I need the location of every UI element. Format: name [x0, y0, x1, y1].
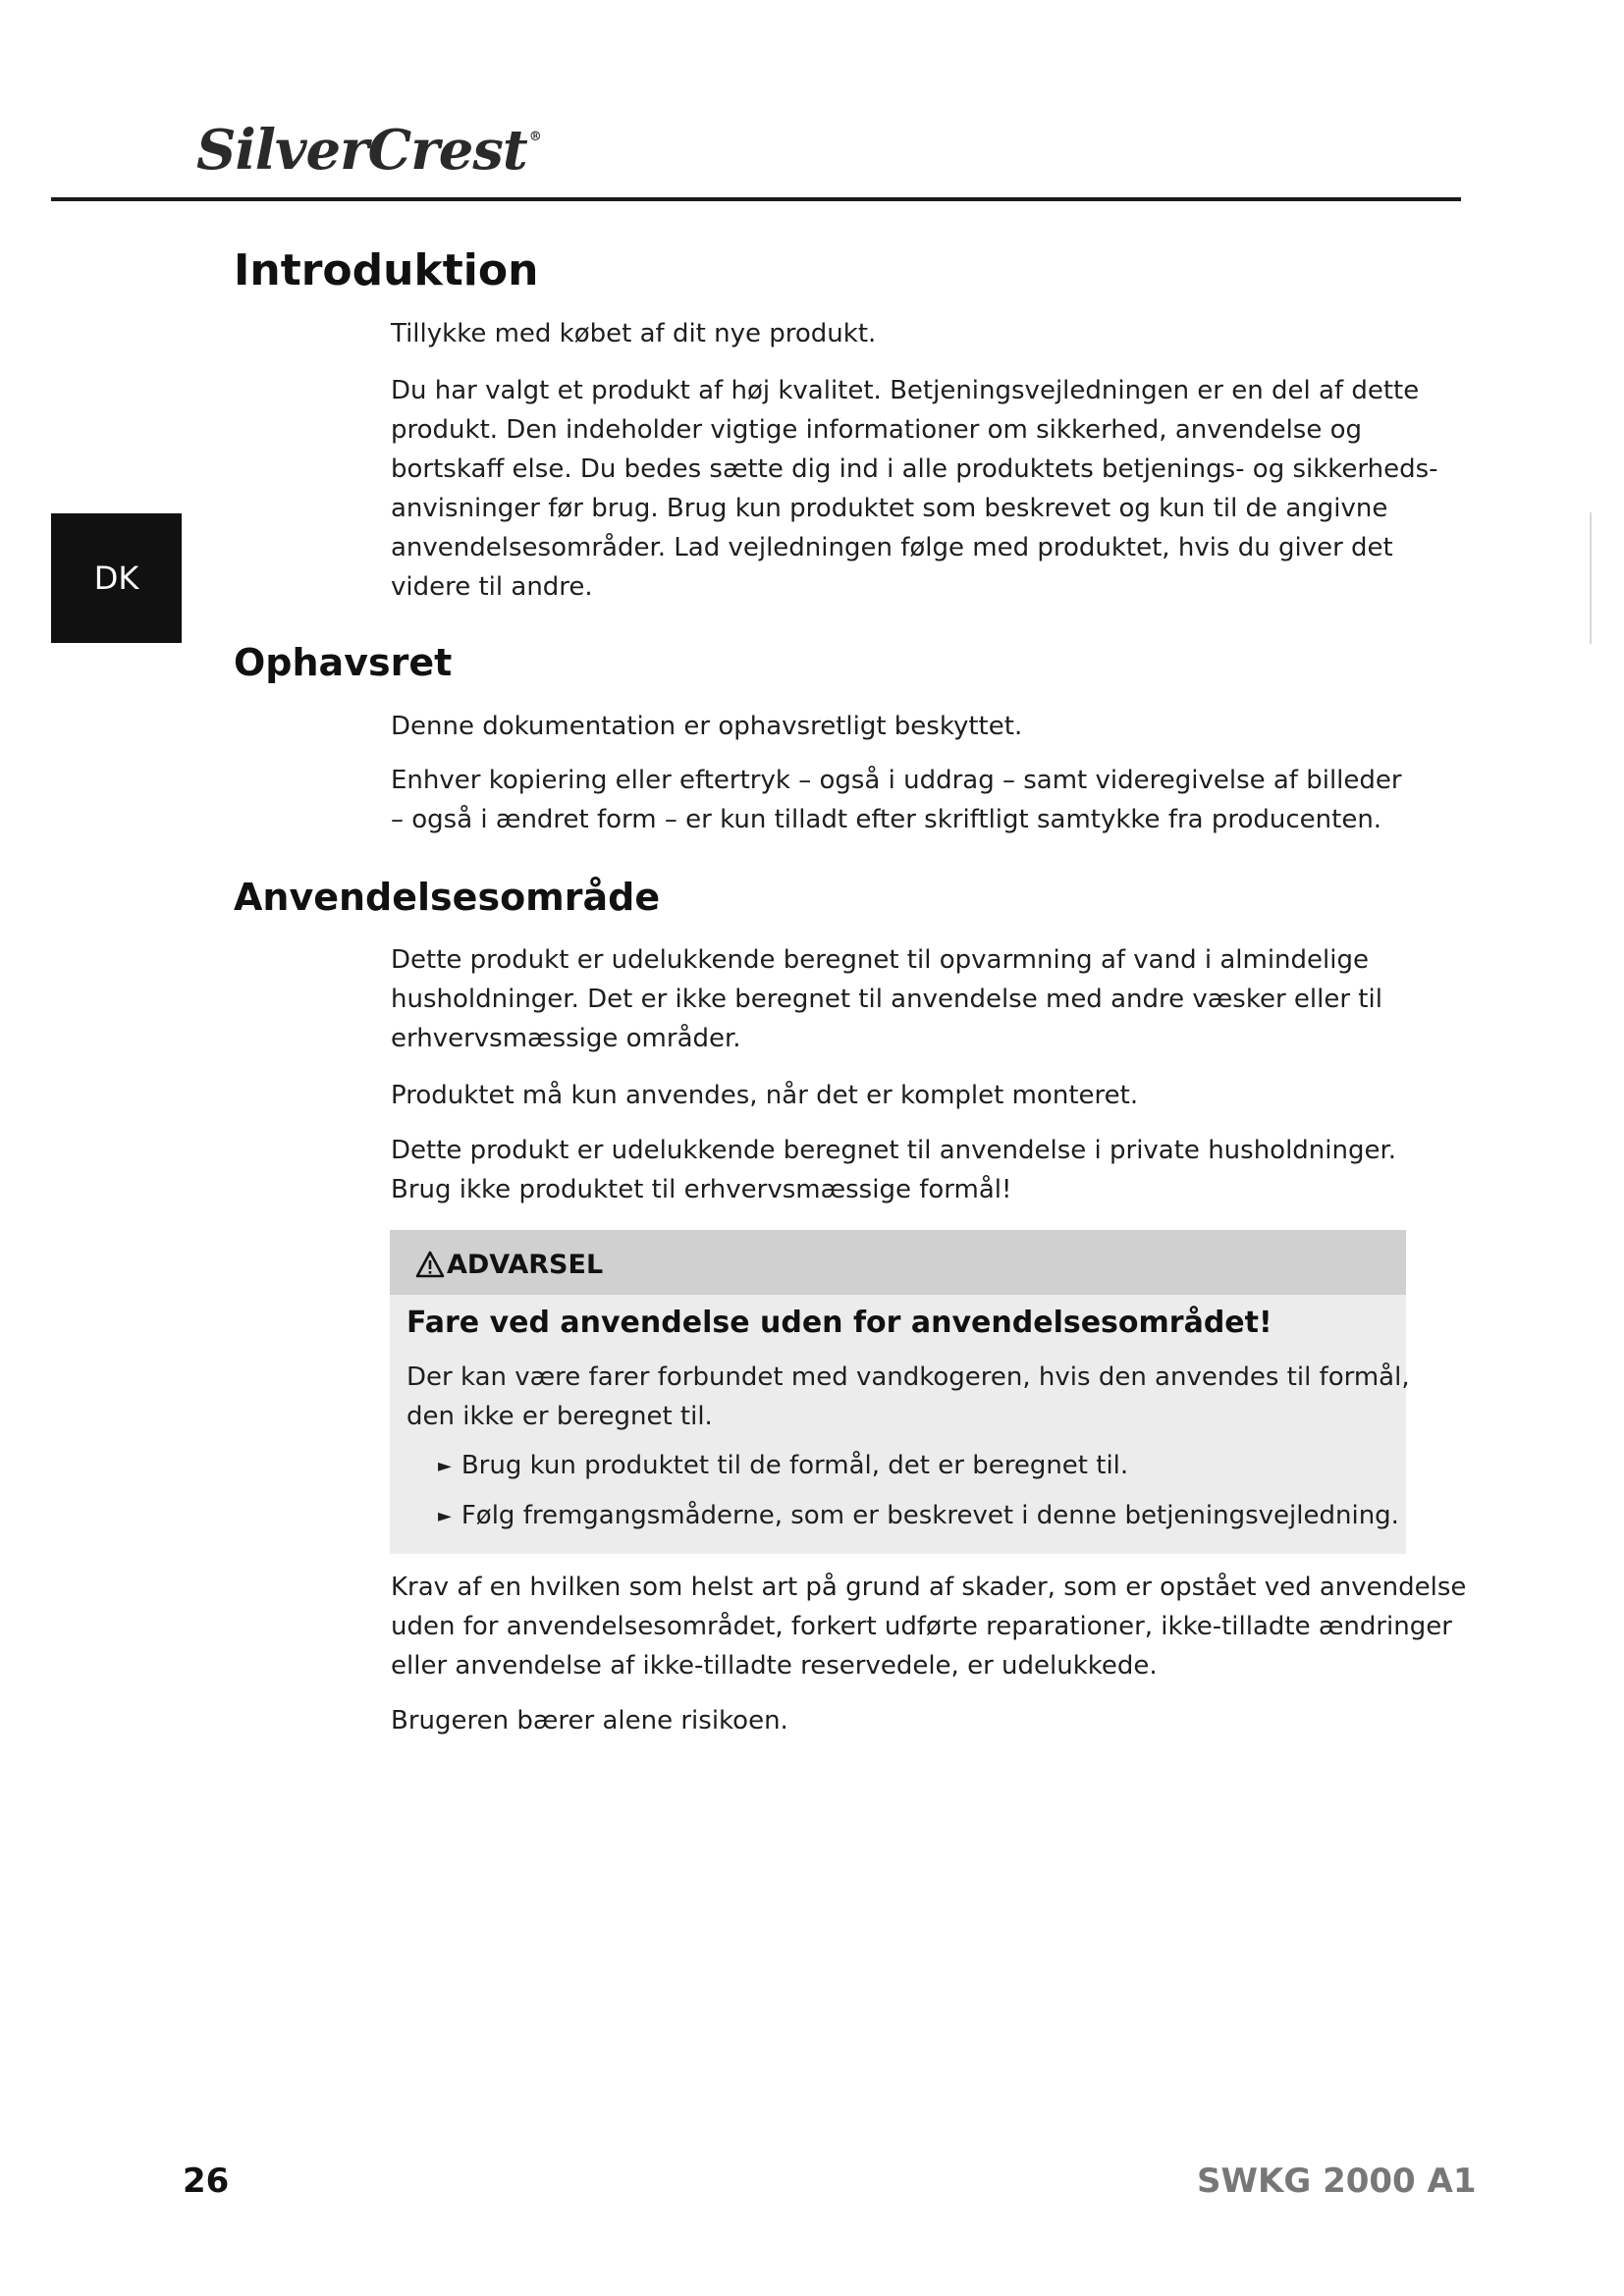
text-line: Du har valgt et produkt af høj kvalitet. Betjeningsvejledningen er en del af dette	[391, 376, 1420, 405]
warning-triangle-icon	[415, 1250, 445, 1279]
section-title-copyright: Ophavsret	[234, 641, 453, 684]
copyright-paragraph-2	[391, 761, 1422, 839]
header-rule	[51, 197, 1461, 201]
usage-paragraph-4	[391, 1568, 1467, 1685]
text-line: Dette produkt er udelukkende beregnet til anvendelse i private husholdninger.	[391, 1136, 1397, 1165]
model-number: SWKG 2000 A1	[1197, 2162, 1477, 2201]
text-line: erhvervsmæssige områder.	[391, 1024, 741, 1053]
text-line: Enhver kopiering eller eftertryk – også i uddrag – samt videregivelse af billeder	[391, 766, 1402, 795]
language-tab	[51, 513, 182, 643]
usage-paragraph-3	[391, 1131, 1422, 1209]
text-line: eller anvendelse af ikke-tilladte reservedele, er udelukkede.	[391, 1651, 1158, 1681]
bullet-text: Brug kun produktet til de formål, det er beregnet til.	[460, 1451, 1129, 1480]
language-tab-label: DK	[93, 560, 139, 597]
text-line: den ikke er beregnet til.	[406, 1402, 713, 1431]
bullet-arrow-icon: ►	[438, 1456, 452, 1476]
copyright-paragraph-1: Denne dokumentation er ophavsretligt beskyttet.	[391, 712, 1023, 741]
usage-paragraph-5: Brugeren bærer alene risikoen.	[391, 1706, 788, 1735]
text-line: – også i ændret form – er kun tilladt efter skriftligt samtykke fra producenten.	[391, 805, 1382, 834]
registered-mark: ®	[528, 130, 541, 144]
warning-title	[415, 1250, 603, 1280]
margin-mark	[1590, 512, 1592, 644]
warning-bullet	[438, 1446, 1128, 1488]
text-line: Der kan være farer forbundet med vandkogeren, hvis den anvendes til formål,	[406, 1362, 1410, 1392]
intro-paragraph-2	[391, 371, 1438, 607]
text-line: Dette produkt er udelukkende beregnet til opvarmning af vand i almindelige	[391, 945, 1369, 975]
text-line: Brug ikke produktet til erhvervsmæssige formål!	[391, 1175, 1012, 1204]
text-line: Krav af en hvilken som helst art på grund af skader, som er opstået ved anvendelse	[391, 1573, 1467, 1602]
text-line: videre til andre.	[391, 572, 593, 602]
text-line: anvisninger før brug. Brug kun produktet som beskrevet og kun til de angivne	[391, 494, 1388, 523]
warning-text	[406, 1358, 1410, 1436]
section-title-intro: Introduktion	[234, 245, 539, 295]
warning-label: ADVARSEL	[447, 1250, 604, 1280]
warning-header	[390, 1230, 1406, 1295]
page-number: 26	[183, 2162, 230, 2201]
brand-name: SilverCrest	[196, 118, 527, 183]
section-title-usage: Anvendelsesområde	[234, 876, 661, 919]
text-line: anvendelsesområder. Lad vejledningen følge med produktet, hvis du giver det	[391, 533, 1393, 562]
brand-logo	[196, 118, 541, 183]
bullet-arrow-icon: ►	[438, 1506, 452, 1526]
usage-paragraph-1	[391, 940, 1422, 1058]
intro-paragraph-1: Tillykke med købet af dit nye produkt.	[391, 319, 877, 348]
warning-bullet	[438, 1496, 1399, 1538]
text-line: bortskaff else. Du bedes sætte dig ind i alle produktets betjenings- og sikkerheds-	[391, 454, 1438, 484]
text-line: produkt. Den indeholder vigtige informationer om sikkerhed, anvendelse og	[391, 415, 1363, 445]
warning-subtitle: Fare ved anvendelse uden for anvendelsesområdet!	[406, 1306, 1272, 1340]
usage-paragraph-2: Produktet må kun anvendes, når det er komplet monteret.	[391, 1081, 1139, 1110]
text-line: husholdninger. Det er ikke beregnet til anvendelse med andre væsker eller til	[391, 985, 1382, 1014]
warning-box	[390, 1230, 1410, 1554]
text-line: uden for anvendelsesområdet, forkert udførte reparationer, ikke-tilladte ændringer	[391, 1612, 1452, 1641]
bullet-text: Følg fremgangsmåderne, som er beskrevet i denne betjeningsvejledning.	[460, 1501, 1399, 1530]
